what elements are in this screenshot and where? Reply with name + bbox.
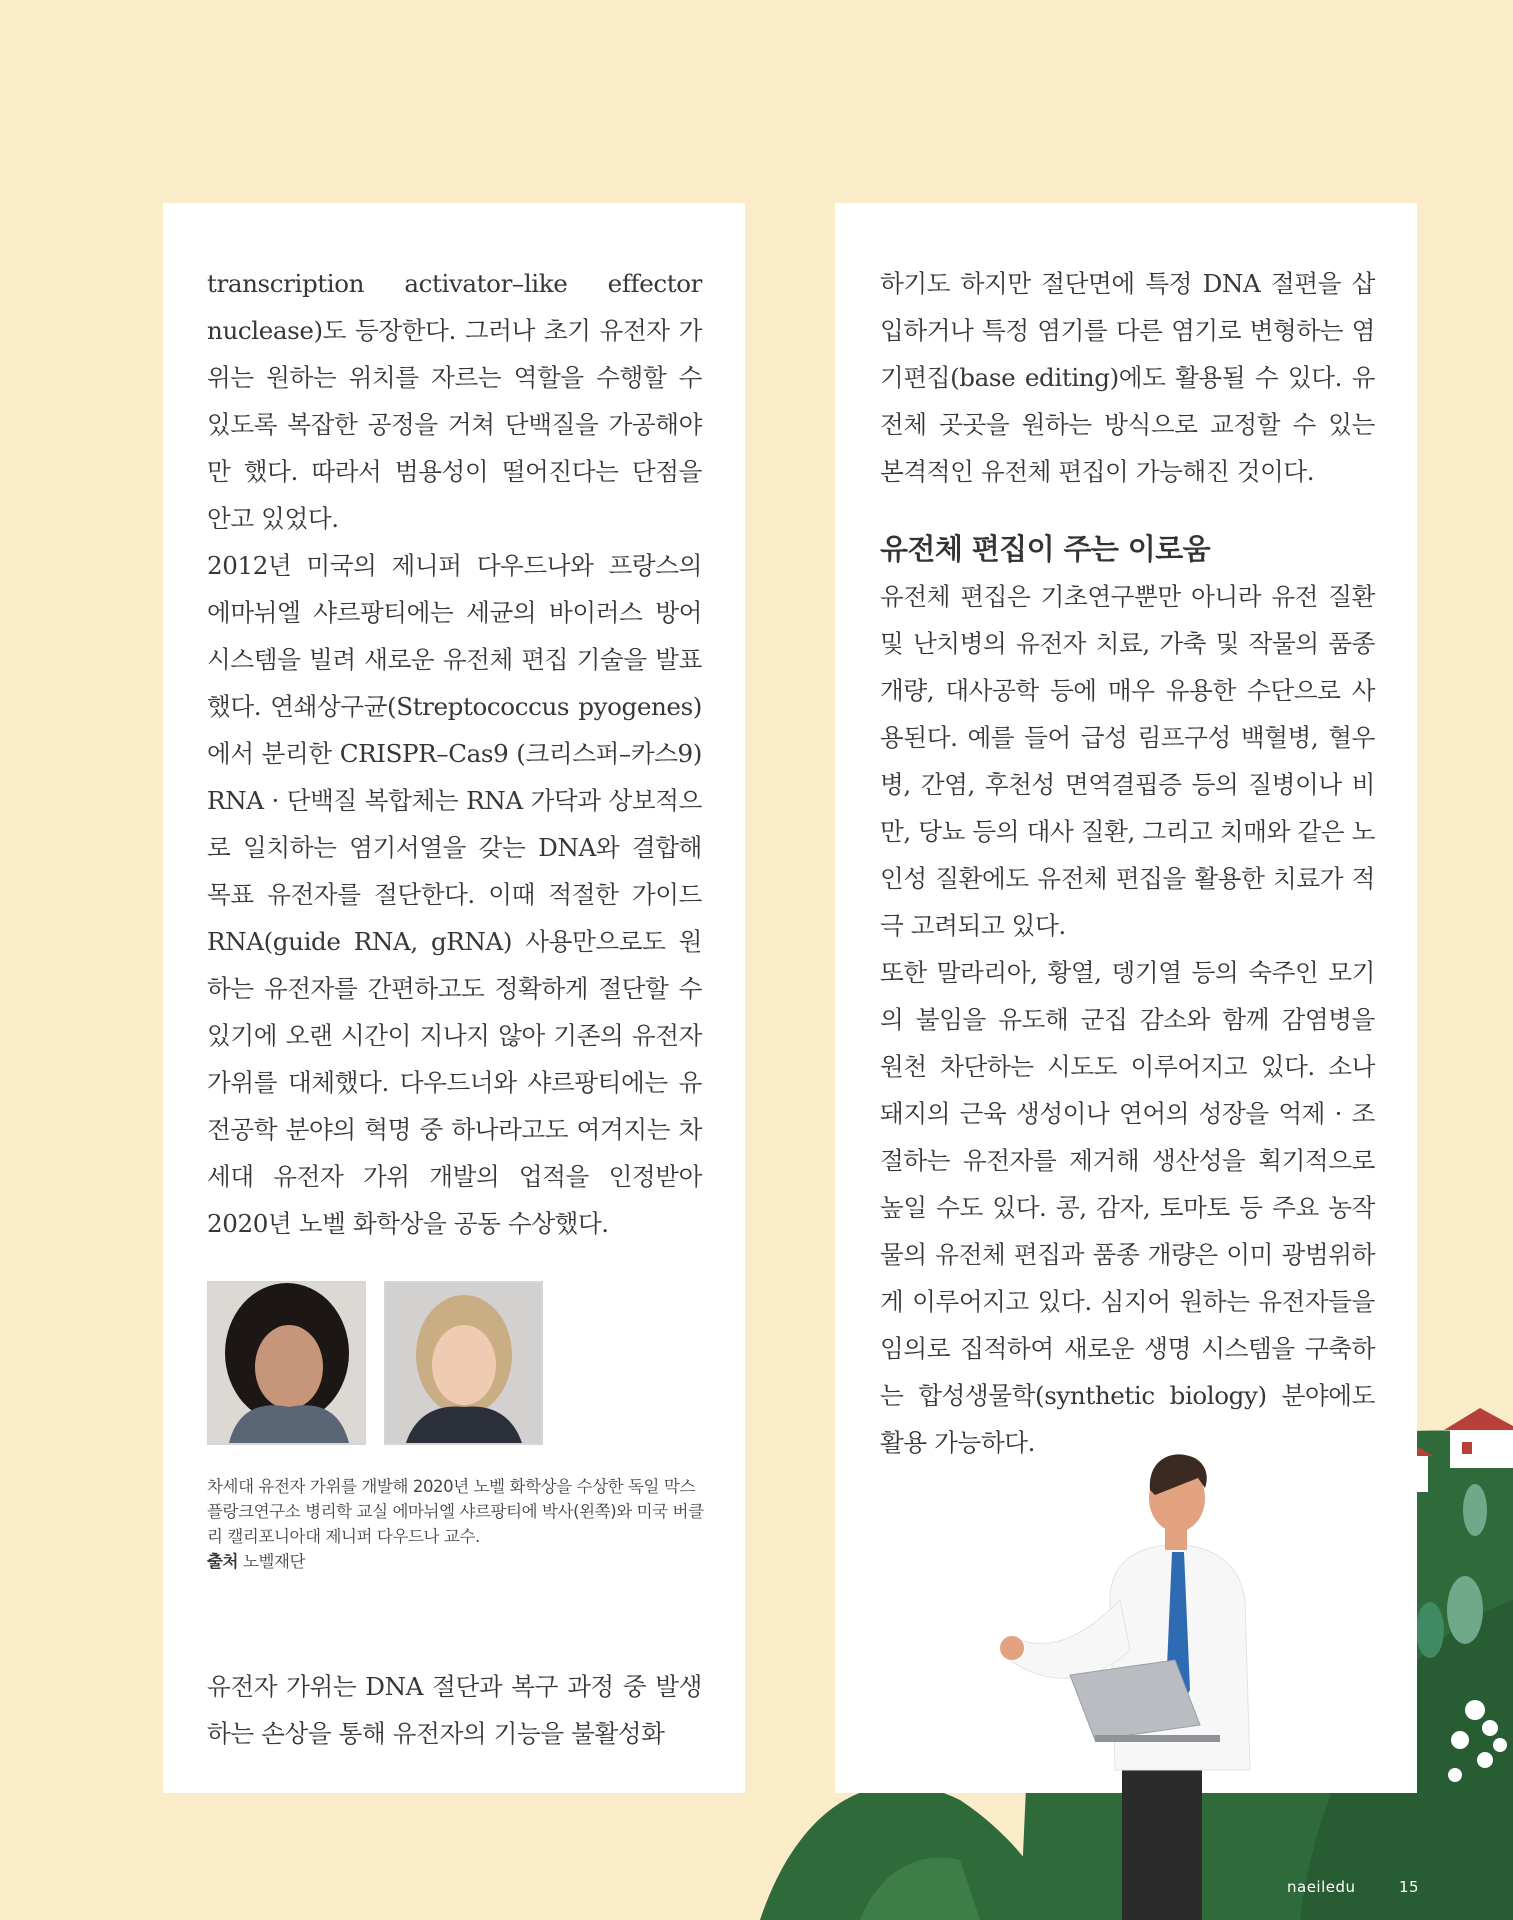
left-column-bottom-text — [207, 1663, 702, 1757]
charpentier-photo — [207, 1281, 366, 1445]
right-column-text — [880, 260, 1375, 1466]
house-2-icon — [1444, 1408, 1513, 1468]
right-paragraph-2: 또한 말라리아, 황열, 뎅기열 등의 숙주인 모기의 불임을 유도해 군집 감소와 함께 감염병을 원천 차단하는 시도도 이루어지고 있다. 소나 돼지의 근육 생성이나 연어의 성장을 억제 · 조절하는 유전자를 제거해 생산성을 획기적으로 높일 수도 있다. 콩, 감자, 토마토 등 주요 농작물의 유전체 편집과 품종 개량은 이미 광범위하게 이루어지고 있다. 심지어 원하는 유전자들을 임의로 집적하여 새로운 생명 시스템을 구축하는 합성생물학(synthetic biology) 분야에도 활용 가능하다. — [880, 958, 1375, 1457]
left-paragraph-1: transcription activator–like effector nuclease)도 등장한다. 그러나 초기 유전자 가위는 원하는 위치를 자르는 역할을 수행할 수 있도록 복잡한 공정을 거쳐 단백질을 가공해야만 했다. 따라서 범용성이 떨어진다는 단점을 안고 있었다. — [207, 269, 702, 533]
left-column-text — [207, 260, 702, 1247]
page-number: 15 — [1399, 1878, 1420, 1896]
magazine-name: naeiledu — [1287, 1878, 1356, 1896]
section-heading: 유전체 편집이 주는 이로움 — [880, 532, 1211, 566]
caption-text: 차세대 유전자 가위를 개발해 2020년 노벨 화학상을 수상한 독일 막스플랑크연구소 병리학 교실 에마뉘엘 샤르팡티에 박사(왼쪽)와 미국 버클리 캘리포니아대 제니퍼 다우드나 교수. — [207, 1477, 704, 1546]
right-intro-paragraph: 하기도 하지만 절단면에 특정 DNA 절편을 삽입하거나 특정 염기를 다른 염기로 변형하는 염기편집(base editing)에도 활용될 수 있다. 유전체 곳곳을 원하는 방식으로 교정할 수 있는 본격적인 유전체 편집이 가능해진 것이다. — [880, 269, 1375, 486]
right-paragraph-1: 유전체 편집은 기초연구뿐만 아니라 유전 질환 및 난치병의 유전자 치료, 가축 및 작물의 품종 개량, 대사공학 등에 매우 유용한 수단으로 사용된다. 예를 들어 급성 림프구성 백혈병, 혈우병, 간염, 후천성 면역결핍증 등의 질병이나 비만, 당뇨 등의 대사 질환, 그리고 치매와 같은 노인성 질환에도 유전체 편집을 활용한 치료가 적극 고려되고 있다. — [880, 582, 1375, 940]
left-paragraph-2: 2012년 미국의 제니퍼 다우드나와 프랑스의 에마뉘엘 샤르팡티에는 세균의 바이러스 방어 시스템을 빌려 새로운 유전체 편집 기술을 발표했다. 연쇄상구균(Streptococcus pyogenes)에서 분리한 CRISPR–Cas9 (크리스퍼–카스9) RNA · 단백질 복합체는 RNA 가닥과 상보적으로 일치하는 염기서열을 갖는 DNA와 결합해 목표 유전자를 절단한다. 이때 적절한 가이드 RNA(guide RNA, gRNA) 사용만으로도 원하는 유전자를 간편하고도 정확하게 절단할 수 있기에 오랜 시간이 지나지 않아 기존의 유전자 가위를 대체했다. 다우드너와 샤르팡티에는 유전공학 분야의 혁명 중 하나라고도 여겨지는 차세대 유전자 가위 개발의 업적을 인정받아 2020년 노벨 화학상을 공동 수상했다. — [207, 551, 702, 1238]
figure-caption — [207, 1474, 707, 1574]
left-bottom-paragraph: 유전자 가위는 DNA 절단과 복구 과정 중 발생하는 손상을 통해 유전자의 기능을 불활성화 — [207, 1672, 702, 1748]
source-label: 출처 — [207, 1552, 239, 1571]
source-value: 노벨재단 — [242, 1552, 306, 1571]
doudna-photo — [384, 1281, 543, 1445]
